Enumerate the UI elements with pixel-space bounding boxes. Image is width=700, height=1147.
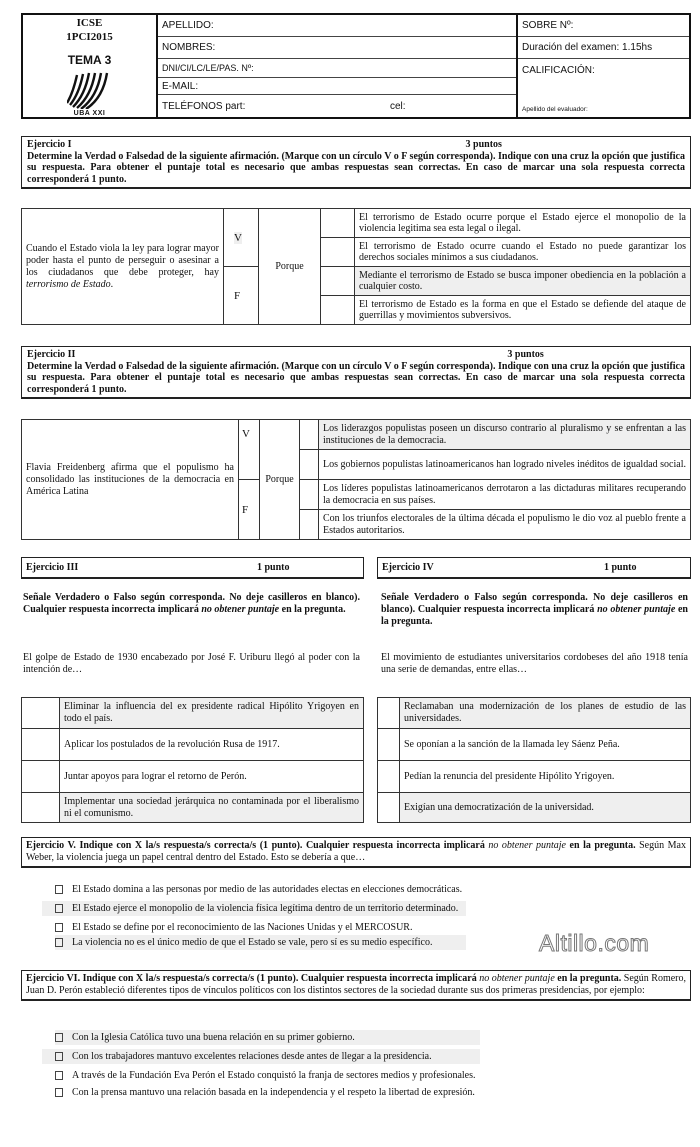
justification-option: Los liderazgos populistas poseen un discurso contrario al pluralismo y se enfrentan a las instituciones de la democracia.	[319, 420, 691, 450]
mark-box[interactable]	[300, 510, 319, 540]
field-email[interactable]	[158, 78, 516, 95]
mark-box[interactable]	[321, 296, 355, 325]
header-logo-block	[23, 15, 158, 117]
statement: Flavia Freidenberg afirma que el populismo ha consolidado las instituciones de la democracia en América Latina	[22, 420, 239, 540]
exercise-3-header	[21, 557, 364, 579]
course-code: ICSE	[76, 17, 103, 29]
exercise-1-header	[21, 136, 691, 189]
field-dni[interactable]	[158, 59, 516, 78]
option-v[interactable]: V	[224, 209, 259, 267]
exercise-4-instructions: Señale Verdadero o Falso según corresponda. No deje casilleros en blanco). Cualquier respuesta incorrecta implicará no obtener puntaje en la pregunta.	[381, 592, 688, 627]
justification-option: El terrorismo de Estado ocurre porque el Estado ejerce el monopolio de la violencia legitima sea esta legal o ilegal.	[355, 209, 691, 238]
field-label: DNI/CI/LC/LE/PAS. Nº:	[162, 63, 254, 73]
evaluador-label: Apellido del evaluador:	[522, 106, 588, 113]
grading-fields	[518, 15, 689, 117]
exercise-4-header	[377, 557, 691, 579]
field-apellido[interactable]	[158, 15, 516, 37]
exercise-4-table	[377, 697, 691, 823]
justification-option: El terrorismo de Estado es la forma en que el Estado se defiende del ataque de guerrillas y movimientos subversivos.	[355, 296, 691, 325]
exercise-title: Ejercicio I	[27, 139, 72, 150]
checklist-item[interactable]: Con la prensa mantuvo una relación basada en la independencia y el respeto la libertad de expresión.	[55, 1085, 480, 1100]
checklist-item[interactable]: El Estado ejerce el monopolio de la violencia física legítima dentro de un territorio determinado.	[42, 901, 466, 916]
field-label: APELLIDO:	[162, 20, 214, 31]
exercise-points: 3 puntos	[507, 349, 544, 360]
tf-option: Pedían la renuncia del presidente Hipólito Yrigoyen.	[400, 761, 691, 793]
checkbox[interactable]	[55, 938, 63, 947]
tf-option: Exigían una democratización de la universidad.	[400, 793, 691, 823]
exercise-3-table	[21, 697, 364, 823]
tf-option: Reclamaban una modernización de los planes de estudio de las universidades.	[400, 698, 691, 729]
field-nombres[interactable]	[158, 37, 516, 59]
uba-logo-icon	[67, 69, 113, 109]
checkbox[interactable]	[55, 923, 63, 932]
tf-box[interactable]	[22, 761, 60, 793]
checklist-item[interactable]: La violencia no es el único medio de que el Estado se vale, pero sí es su medio específico.	[55, 935, 466, 950]
statement: Cuando el Estado viola la ley para lograr mayor poder hasta el punto de perseguir o asesinar a los ciudadanos que debe proteger, hay terrorismo de Estado.	[22, 209, 224, 325]
porque-label: Porque	[259, 209, 321, 325]
checklist-item[interactable]: Con la Iglesia Católica tuvo una buena relación en su primer gobierno.	[55, 1030, 480, 1045]
checklist-item[interactable]: Con los trabajadores mantuvo excelentes relaciones desde antes de llegar a la presidencia.	[42, 1049, 480, 1064]
exercise-points: 3 puntos	[465, 139, 502, 150]
exam-header	[21, 13, 691, 119]
field-sobre[interactable]	[518, 15, 689, 37]
tf-box[interactable]	[378, 761, 400, 793]
altillo-watermark: Altillo.com	[539, 930, 650, 956]
checkbox[interactable]	[55, 1033, 63, 1042]
duration-label: Duración del examen: 1.15hs	[522, 42, 653, 53]
tf-option: Se oponían a la sanción de la llamada ley Sáenz Peña.	[400, 729, 691, 761]
checkbox[interactable]	[55, 1071, 63, 1080]
option-f[interactable]: F	[224, 267, 259, 325]
justification-option: Los gobiernos populistas latinoamericanos han logrado niveles inéditos de igualdad social.	[319, 450, 691, 480]
tf-box[interactable]	[22, 793, 60, 823]
mark-box[interactable]	[300, 480, 319, 510]
tf-option: Eliminar la influencia del ex presidente radical Hipólito Yrigoyen en todo el país.	[60, 698, 364, 729]
student-fields	[158, 15, 518, 117]
exercise-5-header: Ejercicio V. Indique con X la/s respuesta/s correcta/s (1 punto). Cualquier respuesta incorrecta implicará no obtener puntaje en la pregunta. Según Max Weber, la violencia juega un papel central dentro del Estado. Esto se debería a que…	[21, 837, 691, 868]
exercise-2-header	[21, 346, 691, 399]
tf-box[interactable]	[378, 729, 400, 761]
uba-label: UBA XXI	[73, 110, 106, 117]
exercise-points: 1 punto	[604, 562, 637, 573]
exercise-title: Ejercicio IV	[382, 562, 434, 573]
field-label: TELÉFONOS part:	[162, 100, 246, 112]
exercise-6-options	[55, 1030, 480, 1100]
field-calificacion[interactable]	[518, 59, 689, 81]
tf-box[interactable]	[378, 698, 400, 729]
exercise-6-header: Ejercicio VI. Indique con X la/s respuesta/s correcta/s (1 punto). Cualquier respuesta incorrecta implicará no obtener puntaje en la pregunta. Según Romero, Juan D. Perón estableció diferentes tipos de vínculos políticos con los distintos sectores de la sociedad durante sus dos primeras presidencias, por ejemplo:	[21, 970, 691, 1001]
calificacion-label: CALIFICACIÓN:	[522, 64, 595, 76]
tf-box[interactable]	[22, 729, 60, 761]
mark-box[interactable]	[300, 450, 319, 480]
justification-option: Los líderes populistas latinoamericanos derrotaron a las dictaduras militares recuperando la democracia en sus países.	[319, 480, 691, 510]
mark-box[interactable]	[321, 267, 355, 296]
field-label: NOMBRES:	[162, 42, 216, 53]
exercise-instructions: Determine la Verdad o Falsedad de la siguiente afirmación. (Marque con un círculo V o F según corresponda). Indique con una cruz la opción que justifica su respuesta. Para obtener el puntaje total es necesario que ambas respuestas sean correctas. En caso de marcar una sola respuesta correcta corresponderá 1 punto.	[27, 360, 685, 395]
sobre-label: SOBRE Nº:	[522, 20, 574, 31]
exercise-title: Ejercicio II	[27, 349, 76, 360]
mark-box[interactable]	[321, 238, 355, 267]
option-v[interactable]: V	[239, 420, 260, 480]
exam-id: 1PCI2015	[66, 31, 113, 43]
exercise-3-instructions: Señale Verdadero o Falso según corresponda. No deje casilleros en blanco). Cualquier respuesta incorrecta implicará no obtener puntaje en la pregunta.	[23, 592, 360, 615]
field-evaluador[interactable]	[518, 81, 689, 117]
exercise-4-intro: El movimiento de estudiantes universitarios cordobeses del año 1918 tenía una serie de demandas, entre ellas…	[381, 652, 688, 675]
option-f[interactable]: F	[239, 480, 260, 540]
justification-option: El terrorismo de Estado ocurre cuando el Estado no puede garantizar los derechos sociales mínimos a sus ciudadanos.	[355, 238, 691, 267]
tf-option: Implementar una sociedad jerárquica no contaminada por el liberalismo ni el comunismo.	[60, 793, 364, 823]
mark-box[interactable]	[321, 209, 355, 238]
porque-label: Porque	[260, 420, 300, 540]
justification-option: Con los triunfos electorales de la última década el populismo le dio voz al pueblo frente a Estados autoritarios.	[319, 510, 691, 540]
mark-box[interactable]	[300, 420, 319, 450]
exercise-title: Ejercicio III	[26, 562, 79, 573]
exercise-points: 1 punto	[257, 562, 290, 573]
field-label: E-MAIL:	[162, 80, 199, 92]
checklist-item[interactable]: El Estado domina a las personas por medio de las autoridades electas en elecciones democráticas.	[55, 882, 466, 897]
exercise-1-table	[21, 208, 691, 325]
tf-option: Juntar apoyos para lograr el retorno de Perón.	[60, 761, 364, 793]
checklist-item[interactable]: El Estado se define por el reconocimiento de las Naciones Unidas y el MERCOSUR.	[55, 920, 466, 935]
checkbox[interactable]	[55, 1088, 63, 1097]
checkbox[interactable]	[55, 904, 63, 913]
cel-label: cel:	[390, 100, 406, 112]
checklist-item[interactable]: A través de la Fundación Eva Perón el Estado conquistó la franja de sectores medios y profesionales.	[55, 1068, 480, 1083]
field-telefonos[interactable]	[158, 95, 516, 117]
checkbox[interactable]	[55, 1052, 63, 1061]
tf-box[interactable]	[378, 793, 400, 823]
tema-label: TEMA 3	[67, 53, 112, 67]
exercise-3-intro: El golpe de Estado de 1930 encabezado por José F. Uriburu llegó al poder con la intención de…	[23, 652, 360, 675]
exercise-5-options	[55, 882, 466, 950]
checkbox[interactable]	[55, 885, 63, 894]
tf-box[interactable]	[22, 698, 60, 729]
tf-option: Aplicar los postulados de la revolución Rusa de 1917.	[60, 729, 364, 761]
exam-duration	[518, 37, 689, 59]
exercise-2-table	[21, 419, 691, 540]
justification-option: Mediante el terrorismo de Estado se busca imponer obediencia en la población a cualquier costo.	[355, 267, 691, 296]
exercise-instructions: Determine la Verdad o Falsedad de la siguiente afirmación. (Marque con un círculo V o F según corresponda). Indique con una cruz la opción que justifica su respuesta. Para obtener el puntaje total es necesario que ambas respuestas sean correctas. En caso de marcar una sola respuesta correcta corresponderá 1 punto.	[27, 150, 685, 185]
